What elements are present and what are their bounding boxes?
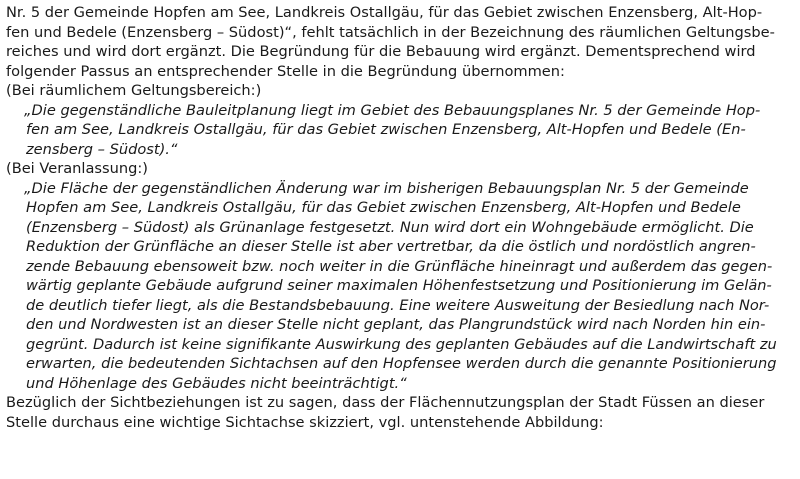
quote-geltungsbereich (6, 101, 798, 160)
quote-line: fen am See, Landkreis Ostallgäu, für das Gebiet zwischen Enzensberg, Alt-Hopfen und Bedele (En- (26, 121, 746, 138)
closing-paragraph (6, 393, 798, 432)
quote-line: wärtig geplante Gebäude aufgrund seiner maximalen Höhenfestsetzung und Positionierung im Gelän- (26, 277, 772, 294)
quote-veranlassung (6, 179, 798, 394)
quote-line: „Die gegenständliche Bauleitplanung liegt im Gebiet des Bebauungsplanes Nr. 5 der Gemeinde Hop- (24, 101, 761, 119)
quote-line: gegrünt. Dadurch ist keine signifikante Auswirkung des geplanten Gebäudes auf die Landwirtschaft zu (26, 335, 777, 353)
text-line: Nr. 5 der Gemeinde Hopfen am See, Landkreis Ostallgäu, für das Gebiet zwischen Enzensberg, Alt-Hop- (6, 4, 763, 21)
quote-line: den und Nordwesten ist an dieser Stelle nicht geplant, das Plangrundstück wird nach Norden hin ein- (26, 316, 766, 333)
text-line: Stelle durchaus eine wichtige Sichtachse skizziert, vgl. untenstehende Abbildung: (6, 413, 604, 431)
quote-line: de deutlich tiefer liegt, als die Bestandsbebauung. Eine weitere Ausweitung der Besiedlung nach Nor- (26, 296, 770, 314)
section-label-veranlassung: (Bei Veranlassung:) (6, 160, 148, 177)
text-line: Bezüglich der Sichtbeziehungen ist zu sagen, dass der Flächennutzungsplan der Stadt Füssen an dieser (6, 394, 765, 411)
text-line: fen und Bedele (Enzensberg – Südost)“, fehlt tatsächlich in der Bezeichnung des räumlichen Geltungsbe- (6, 23, 775, 41)
document-body (6, 3, 798, 432)
quote-line: „Die Fläche der gegenständlichen Änderung war im bisherigen Bebauungsplan Nr. 5 der Gemeinde (24, 179, 749, 197)
quote-line: zende Bebauung ebensoweit bzw. noch weiter in die Grünfläche hineinragt und außerdem das gegen- (26, 257, 773, 275)
quote-line: (Enzensberg – Südost) als Grünanlage festgesetzt. Nun wird dort ein Wohngebäude ermöglicht. Die (26, 218, 754, 236)
quote-line: zensberg – Südost).“ (26, 140, 178, 158)
text-line: folgender Passus an entsprechender Stelle in die Begründung übernommen: (6, 62, 565, 80)
quote-line: Reduktion der Grünfläche an dieser Stelle ist aber vertretbar, da die östlich und nordöstlich angren- (26, 238, 756, 255)
intro-paragraph (6, 3, 798, 81)
quote-line: Hopfen am See, Landkreis Ostallgäu, für das Gebiet zwischen Enzensberg, Alt-Hopfen und Bedele (26, 199, 741, 216)
quote-line: erwarten, die bedeutenden Sichtachsen auf den Hopfensee werden durch die genannte Positionierung (26, 355, 777, 372)
text-line: reiches und wird dort ergänzt. Die Begründung für die Bebauung wird ergänzt. Dementsprechend wird (6, 43, 756, 60)
quote-line: und Höhenlage des Gebäudes nicht beeinträchtigt.“ (26, 374, 407, 392)
section-label-geltungsbereich: (Bei räumlichem Geltungsbereich:) (6, 82, 262, 99)
